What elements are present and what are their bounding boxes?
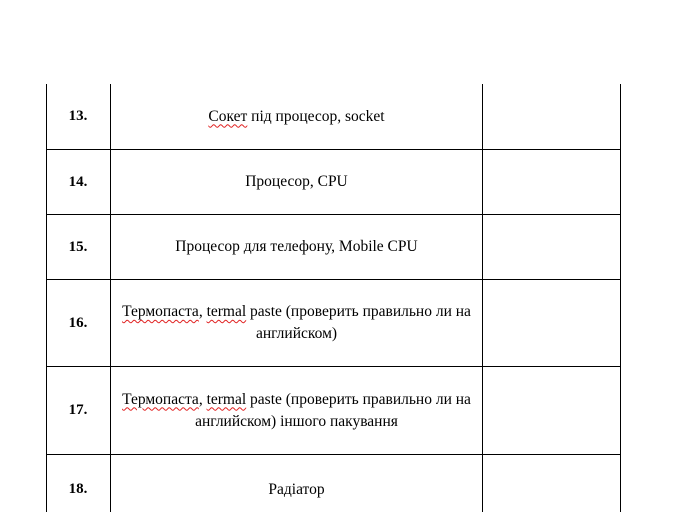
text-run: Радіатор — [268, 480, 325, 498]
row-description-text — [268, 479, 324, 501]
table-row — [46, 150, 621, 215]
row-description-text — [208, 106, 384, 128]
text-run: Процесор, CPU — [245, 173, 348, 190]
row-description-text — [175, 236, 417, 258]
row-description[interactable] — [111, 367, 482, 454]
row-description-text — [245, 171, 348, 193]
row-number: 15. — [68, 238, 88, 255]
misspelled-word: Термопаста — [122, 390, 199, 408]
table-row — [46, 455, 621, 512]
row-empty-cell[interactable] — [483, 367, 620, 454]
text-run: , — [198, 303, 207, 320]
row-empty-cell[interactable] — [483, 84, 620, 149]
misspelled-word: termal — [206, 390, 247, 408]
row-description-text — [115, 301, 478, 345]
row-number: 17. — [68, 402, 88, 418]
components-table — [46, 84, 621, 512]
text-run: , — [198, 390, 207, 408]
text-run: під процесор, socket — [247, 107, 385, 125]
text-run: Процесор для телефону, Mobile CPU — [175, 238, 418, 255]
row-description[interactable] — [111, 455, 482, 512]
row-number: 16. — [68, 314, 88, 331]
misspelled-word: termal — [206, 303, 247, 320]
row-number: 14. — [68, 173, 88, 190]
table-row — [46, 84, 621, 150]
misspelled-word: Термопаста — [122, 303, 199, 320]
row-description-text — [115, 389, 478, 433]
table-row — [46, 215, 621, 280]
table-row — [46, 367, 621, 455]
text-run: paste (проверить правильно ли на английском) — [246, 303, 471, 342]
row-description[interactable] — [111, 215, 482, 279]
row-description[interactable] — [111, 280, 482, 366]
row-number: 18. — [68, 481, 88, 497]
row-number: 13. — [68, 108, 88, 124]
row-empty-cell[interactable] — [483, 215, 620, 279]
misspelled-word: Сокет — [208, 107, 248, 125]
row-description[interactable] — [111, 150, 482, 214]
table-row — [46, 280, 621, 367]
row-empty-cell[interactable] — [483, 150, 620, 214]
row-empty-cell[interactable] — [483, 280, 620, 366]
text-run: paste (проверить правильно ли на английском) іншого пакування — [195, 390, 471, 430]
row-empty-cell[interactable] — [483, 455, 620, 512]
row-description[interactable] — [111, 84, 482, 149]
